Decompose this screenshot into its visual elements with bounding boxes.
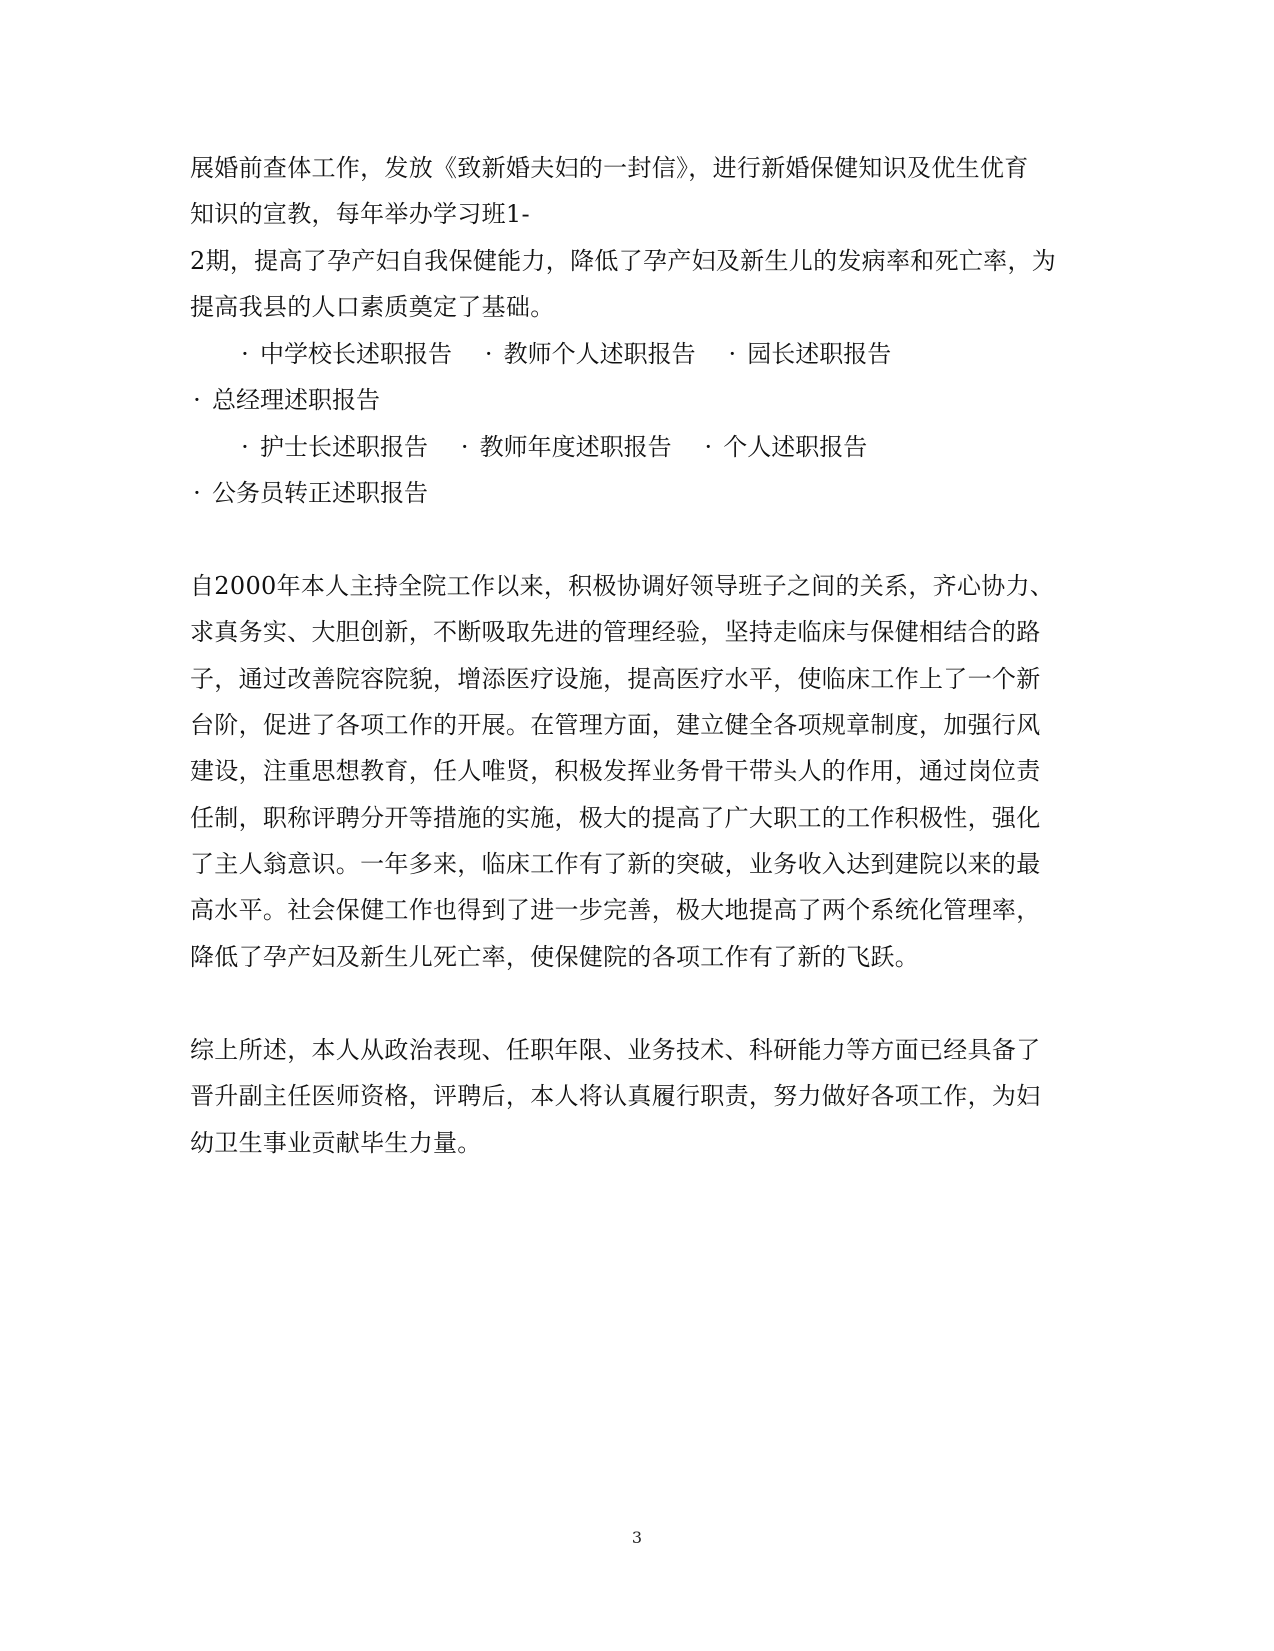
related-link[interactable] <box>482 338 696 370</box>
paragraph-line: 展婚前查体工作，发放《致新婚夫妇的一封信》，进行新婚保健知识及优生优育 <box>190 154 1029 182</box>
related-links-row <box>238 338 913 370</box>
bullet-icon: · <box>484 340 493 368</box>
related-link[interactable] <box>725 338 891 370</box>
related-link-label: 教师年度述职报告 <box>479 433 672 461</box>
page-number: 3 <box>631 1528 643 1547</box>
paragraph-line: 了主人翁意识。一年多来，临床工作有了新的突破，业务收入达到建院以来的最 <box>190 850 1041 878</box>
related-link[interactable] <box>190 477 428 509</box>
related-links-row <box>238 431 889 463</box>
related-link[interactable] <box>701 431 867 463</box>
related-link-label: 护士长述职报告 <box>260 433 428 461</box>
bullet-icon: · <box>193 479 201 507</box>
paragraph-line: 台阶，促进了各项工作的开展。在管理方面，建立健全各项规章制度，加强行风 <box>190 711 1041 739</box>
paragraph-line: 任制，职称评聘分开等措施的实施，极大的提高了广大职工的工作积极性，强化 <box>190 804 1041 832</box>
paragraph-line: 子，通过改善院容院貌，增添医疗设施，提高医疗水平，使临床工作上了一个新 <box>190 665 1041 693</box>
bullet-icon: · <box>241 340 249 368</box>
related-link-label: 个人述职报告 <box>723 433 868 461</box>
related-link-label: 公务员转正述职报告 <box>212 479 428 507</box>
related-links-row <box>190 384 402 416</box>
bullet-icon: · <box>241 433 249 461</box>
paragraph-line: 幼卫生事业贡献毕生力量。 <box>190 1129 482 1157</box>
paragraph-line: 综上所述，本人从政治表现、任职年限、业务技术、科研能力等方面已经具备了 <box>190 1036 1041 1064</box>
paragraph-line: 建设，注重思想教育，任人唯贤，积极发挥业务骨干带头人的作用，通过岗位责 <box>190 757 1041 785</box>
bullet-icon: · <box>704 433 713 461</box>
paragraph-line: 晋升副主任医师资格，评聘后，本人将认真履行职责，努力做好各项工作，为妇 <box>190 1082 1041 1110</box>
related-links-row <box>190 477 450 509</box>
paragraph-line: 求真务实、大胆创新，不断吸取先进的管理经验，坚持走临床与保健相结合的路 <box>190 618 1041 646</box>
bullet-icon: · <box>728 340 737 368</box>
related-link-label: 中学校长述职报告 <box>260 340 452 368</box>
related-link-label: 教师个人述职报告 <box>503 340 696 368</box>
related-link[interactable] <box>458 431 672 463</box>
related-link-label: 总经理述职报告 <box>212 386 380 414</box>
paragraph-line: 知识的宣教，每年举办学习班1- <box>190 200 530 228</box>
bullet-icon: · <box>460 433 469 461</box>
paragraph-line: 降低了孕产妇及新生儿死亡率，使保健院的各项工作有了新的飞跃。 <box>190 943 919 971</box>
related-link[interactable] <box>190 384 380 416</box>
related-link[interactable] <box>238 338 452 370</box>
related-link-label: 园长述职报告 <box>747 340 892 368</box>
paragraph-line: 自2000年本人主持全院工作以来，积极协调好领导班子之间的关系，齐心协力、 <box>190 572 1055 600</box>
related-link[interactable] <box>238 431 428 463</box>
paragraph-line: 2期，提高了孕产妇自我保健能力，降低了孕产妇及新生儿的发病率和死亡率，为 <box>190 247 1057 275</box>
bullet-icon: · <box>193 386 201 414</box>
paragraph-line: 高水平。社会保健工作也得到了进一步完善，极大地提高了两个系统化管理率， <box>190 896 1041 924</box>
paragraph-line: 提高我县的人口素质奠定了基础。 <box>190 293 555 321</box>
